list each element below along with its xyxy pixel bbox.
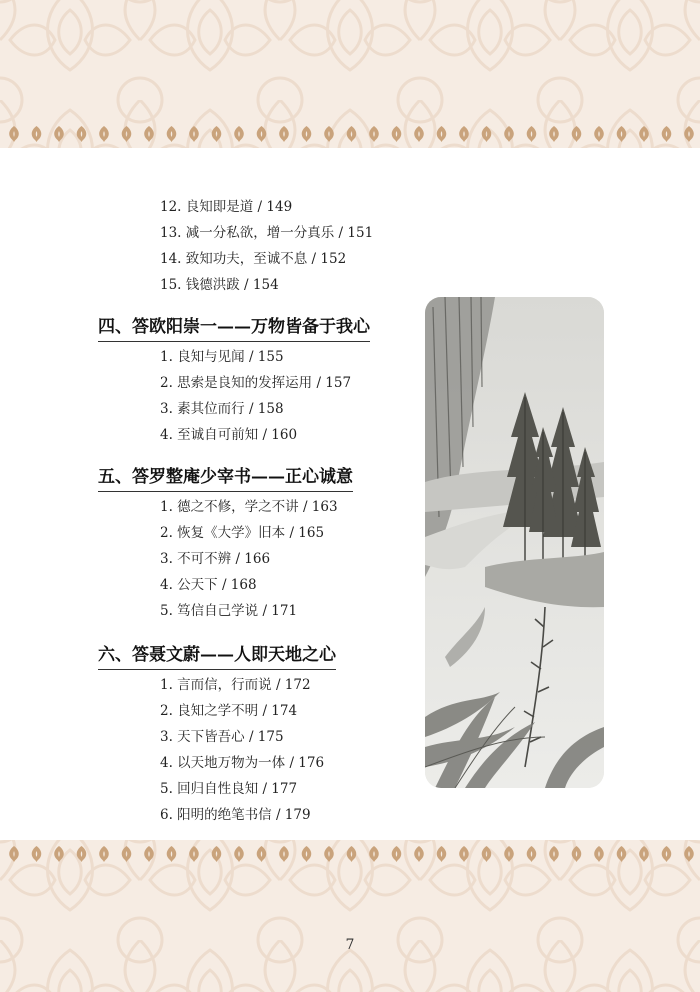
toc-entry: 1. 德之不修，学之不讲 / 163 <box>160 499 338 515</box>
section-heading: 六、答聂文蔚——人即天地之心 <box>98 643 336 670</box>
toc-entry: 6. 阳明的绝笔书信 / 179 <box>160 807 311 823</box>
section-heading: 五、答罗整庵少宰书——正心诚意 <box>98 465 353 492</box>
page-number: 7 <box>345 937 355 953</box>
toc-entry: 3. 不可不辨 / 166 <box>160 551 271 567</box>
toc-entry: 4. 以天地万物为一体 / 176 <box>160 755 325 771</box>
toc-entry: 4. 至诚自可前知 / 160 <box>160 427 298 443</box>
toc-entry: 4. 公天下 / 168 <box>160 577 257 593</box>
toc-entry: 3. 素其位而行 / 158 <box>160 401 284 417</box>
toc-entry: 12. 良知即是道 / 149 <box>160 199 293 215</box>
toc-entry: 5. 笃信自己学说 / 171 <box>160 603 298 619</box>
toc-entry: 13. 减一分私欲，增一分真乐 / 151 <box>160 225 374 241</box>
toc-entry: 5. 回归自性良知 / 177 <box>160 781 298 797</box>
toc-entry: 2. 思索是良知的发挥运用 / 157 <box>160 375 352 391</box>
toc-entry: 1. 言而信，行而说 / 172 <box>160 677 311 693</box>
toc-entry: 3. 天下皆吾心 / 175 <box>160 729 284 745</box>
toc-entry: 1. 良知与见闻 / 155 <box>160 349 284 365</box>
toc-entry: 14. 致知功夫，至诚不息 / 152 <box>160 251 347 267</box>
toc-entry: 2. 良知之学不明 / 174 <box>160 703 298 719</box>
landscape-illustration <box>425 297 604 788</box>
landscape-painting-icon <box>425 297 604 788</box>
toc-entry: 2. 恢复《大学》旧本 / 165 <box>160 525 325 541</box>
section-heading: 四、答欧阳崇一——万物皆备于我心 <box>98 315 370 342</box>
toc-entry: 15. 钱德洪跋 / 154 <box>160 277 279 293</box>
